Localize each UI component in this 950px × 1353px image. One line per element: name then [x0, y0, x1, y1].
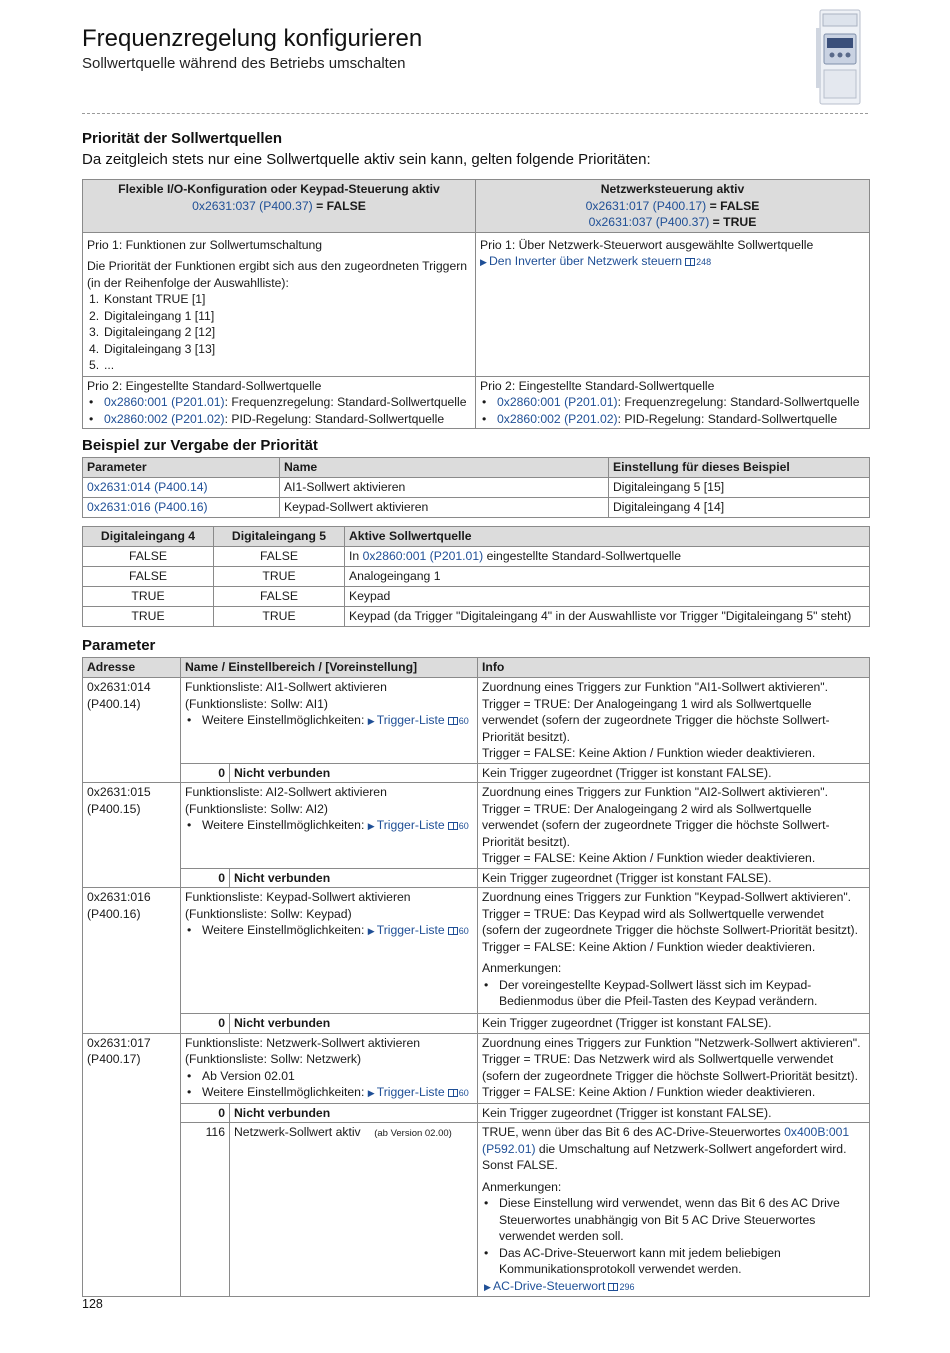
list-item: 2. Digitaleingang 1 [11]	[89, 308, 215, 323]
priority-table	[82, 179, 870, 429]
network-control-link[interactable]: ▶ Den Inverter über Netzwerk steuern 248	[480, 253, 865, 271]
table-row: 0x2631:014 (P400.14) AI1-Sollwert aktivieren Digitaleingang 5 [15]	[83, 478, 870, 498]
table-row: 0x2631:017 (P400.17) Funktionsliste: Netzwerk-Sollwert aktivieren (Funktionsliste: Sollw: Netzwerk) • Ab Version 02.01 • Weitere Einstellmöglichkeiten: ▶ Trigger-Liste 60 Zuordnung eines Triggers zur Funktion "Netzwerk-Sollwert aktivieren". Trigger = TRUE: Das Netzwerk wird als Sollwertquelle verwendet (sofern der zugeordnete Trigger die höchste Sollwert-Priorität besitzt). Trigger = FALSE: Keine Aktion / Funktion wieder deaktivieren.	[83, 1033, 870, 1103]
header-divider	[82, 113, 868, 114]
param-link[interactable]: 0x2860:001 (P201.01)	[362, 549, 484, 563]
page-title: Frequenzregelung konfigurieren	[82, 25, 423, 52]
section-title-example: Beispiel zur Vergabe der Priorität	[82, 437, 318, 454]
table-row: 0x2631:016 (P400.16) Keypad-Sollwert aktivieren Digitaleingang 4 [14]	[83, 498, 870, 518]
param-link[interactable]: 0x2631:016 (P400.16)	[87, 500, 208, 514]
priority-col1-prio1: Prio 1: Funktionen zur Sollwertumschaltung Die Priorität der Funktionen ergibt sich aus den zugeordneten Triggern (in der Reihenfolge der Auswahlliste): 1. Konstant TRUE [1] 2. Digitaleingang 1 [11] 3. Digitaleingang 2 [12] 4. Digitaleingang 3 [13] 5. ...	[83, 232, 476, 376]
priority-intro: Da zeitgleich stets nur eine Sollwertquelle aktiv sein kann, gelten folgende Prioritäten:	[82, 151, 651, 168]
table-row: TRUE FALSE Keypad	[83, 587, 870, 607]
priority-col1-header: Flexible I/O-Konfiguration oder Keypad-Steuerung aktiv 0x2631:037 (P400.37) = FALSE	[83, 180, 476, 233]
page-subtitle: Sollwertquelle während des Betriebs umschalten	[82, 55, 406, 72]
param-link[interactable]: 0x400B:001 (P592.01)	[482, 1125, 850, 1156]
param-link[interactable]: 0x2631:014 (P400.14)	[87, 480, 208, 494]
table-row: FALSE FALSE In 0x2860:001 (P201.01) eingestellte Standard-Sollwertquelle	[83, 547, 870, 567]
table-row: 0 Nicht verbunden Kein Trigger zugeordnet (Trigger ist konstant FALSE).	[83, 1014, 870, 1034]
param-address: 0x2631:017 (P400.17)	[83, 1033, 181, 1297]
arrow-right-icon: ▶	[367, 716, 375, 726]
list-item: 5. ...	[89, 358, 115, 372]
table-row: 0 Nicht verbunden Kein Trigger zugeordnet (Trigger ist konstant FALSE).	[83, 1103, 870, 1123]
param-link[interactable]: 0x2860:002 (P201.02)	[104, 411, 225, 426]
table-row: 0x2631:015 (P400.15) Funktionsliste: AI2-Sollwert aktivieren (Funktionsliste: Sollw: AI2) • Weitere Einstellmöglichkeiten: ▶ Trigger-Liste 60 Zuordnung eines Triggers zur Funktion "AI2-Sollwert aktivieren". Trigger = TRUE: Der Analogeingang 2 wird als Sollwertquelle verwendet (sofern der zugeordnete Trigger die höchste Sollwert-Priorität besitzt). Trigger = FALSE: Keine Aktion / Funktion wieder deaktivieren.	[83, 783, 870, 869]
table-row: 0x2631:016 (P400.16) Funktionsliste: Keypad-Sollwert aktivieren (Funktionsliste: Sollw: Keypad) • Weitere Einstellmöglichkeiten: ▶ Trigger-Liste 60 Zuordnung eines Triggers zur Funktion "Keypad-Sollwert aktivieren". Trigger = TRUE: Das Keypad wird als Sollwertquelle verwendet (sofern der zugeordnete Trigger die höchste Sollwert-Priorität besitzt). Trigger = FALSE: Keine Aktion / Funktion wieder deaktivieren. Anmerkungen: • Der voreingestellte Keypad-Sollwert lässt sich im Keypad-Bedienmodus über die Pfeil-Tasten des Keypad verändern.	[83, 888, 870, 1014]
section-title-parameter: Parameter	[82, 637, 156, 654]
priority-col1-prio2: Prio 2: Eingestellte Standard-Sollwertquelle • 0x2860:001 (P201.01): Frequenzregelung: Standard-Sollwertquelle • 0x2860:002 (P201.02): PID-Regelung: Standard-Sollwertquelle	[83, 376, 476, 429]
book-icon	[685, 258, 695, 266]
trigger-list-link[interactable]: ▶ Trigger-Liste 60	[368, 818, 469, 832]
book-icon	[608, 1283, 618, 1291]
param-link[interactable]: 0x2631:037 (P400.37)	[192, 198, 313, 213]
param-link[interactable]: 0x2631:017 (P400.17)	[585, 198, 707, 213]
table-row: 0x2631:014 (P400.14) Funktionsliste: AI1-Sollwert aktivieren (Funktionsliste: Sollw: AI1) • Weitere Einstellmöglichkeiten: ▶ Trigger-Liste 60 Zuordnung eines Triggers zur Funktion "AI1-Sollwert aktivieren". Trigger = TRUE: Der Analogeingang 1 wird als Sollwertquelle verwendet (sofern der zugeordnete Trigger die höchste Sollwert-Priorität besitzt). Trigger = FALSE: Keine Aktion / Funktion wieder deaktivieren.	[83, 678, 870, 764]
param-link[interactable]: 0x2631:037 (P400.37)	[588, 215, 710, 229]
param-address: 0x2631:015 (P400.15)	[83, 783, 181, 888]
table-row: 0 Nicht verbunden Kein Trigger zugeordnet (Trigger ist konstant FALSE).	[83, 763, 870, 783]
trigger-list-link[interactable]: ▶ Trigger-Liste 60	[368, 923, 469, 937]
list-item: 3. Digitaleingang 2 [12]	[89, 325, 216, 339]
arrow-right-icon: ▶	[484, 1281, 491, 1292]
trigger-list-link[interactable]: ▶ Trigger-Liste 60	[368, 1085, 469, 1099]
param-link[interactable]: 0x2860:001 (P201.01)	[104, 395, 225, 409]
priority-col2-header: Netzwerksteuerung aktiv 0x2631:017 (P400.17) = FALSE 0x2631:037 (P400.37) = TRUE	[476, 180, 870, 233]
list-item: 4. Digitaleingang 3 [13]	[89, 341, 216, 356]
table-row: TRUE TRUE Keypad (da Trigger "Digitaleingang 4" in der Auswahlliste vor Trigger "Digitaleingang 5" steht)	[83, 607, 870, 627]
example-truth-table: Digitaleingang 4 Digitaleingang 5 Aktive Sollwertquelle FALSE FALSE In 0x2860:001 (P201.01) eingestellte Standard-Sollwertquelle FALSE TRUE Analogeingang 1 TRUE FALSE Keypad TRUE TRUE Keypad (da Trigger "Digitaleingang 4" in der Auswahlliste vor Trigger "Digitaleingang 5" steht)	[82, 526, 870, 627]
arrow-right-icon: ▶	[367, 821, 375, 831]
arrow-right-icon: ▶	[367, 926, 375, 936]
arrow-right-icon: ▶	[480, 257, 487, 267]
table-row: FALSE TRUE Analogeingang 1	[83, 567, 870, 587]
book-icon	[448, 1089, 458, 1097]
table-row: 116 Netzwerk-Sollwert aktiv (ab Version 02.00) TRUE, wenn über das Bit 6 des AC-Drive-Steuerwortes 0x400B:001 (P592.01) die Umschaltung auf Netzwerk-Sollwert angefordert wird. Sonst FALSE. Anmerkungen: • Diese Einstellung wird verwendet, wenn das Bit 6 des AC Drive Steuerwortes unabhängig von Bit 5 AC Drive Steuerwortes verwendet werden soll. • Das AC-Drive-Steuerwort kann mit jedem beliebigen Kommunikationsprotokoll verwendet werden. ▶ AC-Drive-Steuerwort 296	[83, 1123, 870, 1297]
trigger-list-link[interactable]: ▶ Trigger-Liste 60	[368, 713, 469, 727]
list-item: 1. Konstant TRUE [1]	[89, 292, 206, 306]
inverter-device-image	[810, 8, 868, 106]
arrow-right-icon: ▶	[367, 1088, 375, 1098]
book-icon	[448, 927, 458, 935]
param-address: 0x2631:014 (P400.14)	[83, 678, 181, 783]
book-icon	[448, 717, 458, 725]
priority-col2-prio2: Prio 2: Eingestellte Standard-Sollwertquelle • 0x2860:001 (P201.01): Frequenzregelung: Standard-Sollwertquelle • 0x2860:002 (P201.02): PID-Regelung: Standard-Sollwertquelle	[476, 376, 870, 429]
param-address: 0x2631:016 (P400.16)	[83, 888, 181, 1034]
section-title-priority: Priorität der Sollwertquellen	[82, 130, 283, 147]
example-param-table: Parameter Name Einstellung für dieses Beispiel 0x2631:014 (P400.14) AI1-Sollwert aktivieren Digitaleingang 5 [15] 0x2631:016 (P400.16) Keypad-Sollwert aktivieren Digitaleingang 4 [14]	[82, 457, 870, 518]
param-link[interactable]: 0x2860:001 (P201.01)	[497, 395, 618, 409]
table-row: 0 Nicht verbunden Kein Trigger zugeordnet (Trigger ist konstant FALSE).	[83, 868, 870, 888]
ac-drive-control-word-link[interactable]: ▶ AC-Drive-Steuerwort 296	[482, 1278, 865, 1296]
book-icon	[448, 822, 458, 830]
page-header	[82, 24, 868, 73]
param-link[interactable]: 0x2860:002 (P201.02)	[497, 411, 618, 426]
parameter-table: Adresse Name / Einstellbereich / [Voreinstellung] Info 0x2631:014 (P400.14) Funktionsliste: AI1-Sollwert aktivieren (Funktionsliste: Sollw: AI1) • Weitere Einstellmöglichkeiten: ▶ Trigger-Liste 60 Zuordnung eines Triggers zur Funktion "AI1-Sollwert aktivieren". Trigger = TRUE: Der Analogeingang 1 wird als Sollwertquelle verwendet (sofern der zugeordnete Trigger die höchste Sollwert-Priorität besitzt). Trigger = FALSE: Keine Aktion / Funktion wieder deaktivieren. 0 Nicht verbunden Kein Trigger zugeordnet (Trigger ist konstant FALSE). 0x2631:015 (P400.15) Funktionsliste: AI2-Sollwert aktivieren (Funktionsliste: Sollw: AI2) • Weitere Einstellmöglichkeiten: ▶ Trigger-Liste 60 Zuordnung eines Triggers zur Funktion "AI2-Sollwert aktivieren". Trigger = TRUE: Der Analogeingang 2 wird als Sollwertquelle verwendet (sofern der zugeordnete Trigger die höchste Sollwert-Priorität besitzt). Trigger = FALSE: Keine Aktion / Funktion wieder deaktivieren. 0 Nicht verbunden Kein Trigger zugeordnet (Trigger ist konstant FALSE). 0x2631:016 (P400.16) Funktionsliste: Keypad-Sollwert aktivieren (Funktionsliste: Sollw: Keypad) • Weitere Einstellmöglichkeiten: ▶ Trigger-Liste 60 Zuordnung eines Triggers zur Funktion "Keypad-Sollwert aktivieren". Trigger = TRUE: Das Keypad wird als Sollwertquelle verwendet (sofern der zugeordnete Trigger die höchste Sollwert-Priorität besitzt). Trigger = FALSE: Keine Aktion / Funktion wieder deaktivieren. Anmerkungen: • Der voreingestellte Keypad-Sollwert lässt sich im Keypad-Bedienmodus über die Pfeil-Tasten des Keypad verändern. 0 Nicht verbunden Kein Trigger zugeordnet (Trigger ist konstant FALSE). 0x2631:017 (P400.17) Funktionsliste: Netzwerk-Sollwert aktivieren (Funktionsliste: Sollw: Netzwerk) • Ab Version 02.01 • Weitere Einstellmöglichkeiten: ▶ Trigger-Liste 60 Zuordnung eines Triggers zur Funktion "Netzwerk-Sollwert aktivieren". Trigger = TRUE: Das Netzwerk wird als Sollwertquelle verwendet (sofern der zugeordnete Trigger die höchste Sollwert-Priorität besitzt). Trigger = FALSE: Keine Aktion / Funktion wieder deaktivieren. 0 Nicht verbunden Kein Trigger zugeordnet (Trigger ist konstant FALSE). 116 Netzwerk-Sollwert aktiv (ab Version 02.00) TRUE, wenn über das Bit 6 des AC-Drive-Steuerwortes 0x400B:001 (P592.01) die Umschaltung auf Netzwerk-Sollwert angefordert wird. Sonst FALSE. Anmerkungen: • Diese Einstellung wird verwendet, wenn das Bit 6 des AC Drive Steuerwortes unabhängig von Bit 5 AC Drive Steuerwortes verwendet werden soll. • Das AC-Drive-Steuerwort kann mit jedem beliebigen Kommunikationsprotokoll verwendet werden. ▶ AC-Drive-Steuerwort 296	[82, 657, 870, 1297]
priority-col2-prio1: Prio 1: Über Netzwerk-Steuerwort ausgewählte Sollwertquelle ▶ Den Inverter über Netzwerk steuern 248	[476, 232, 870, 376]
page-number: 128	[82, 1297, 103, 1311]
